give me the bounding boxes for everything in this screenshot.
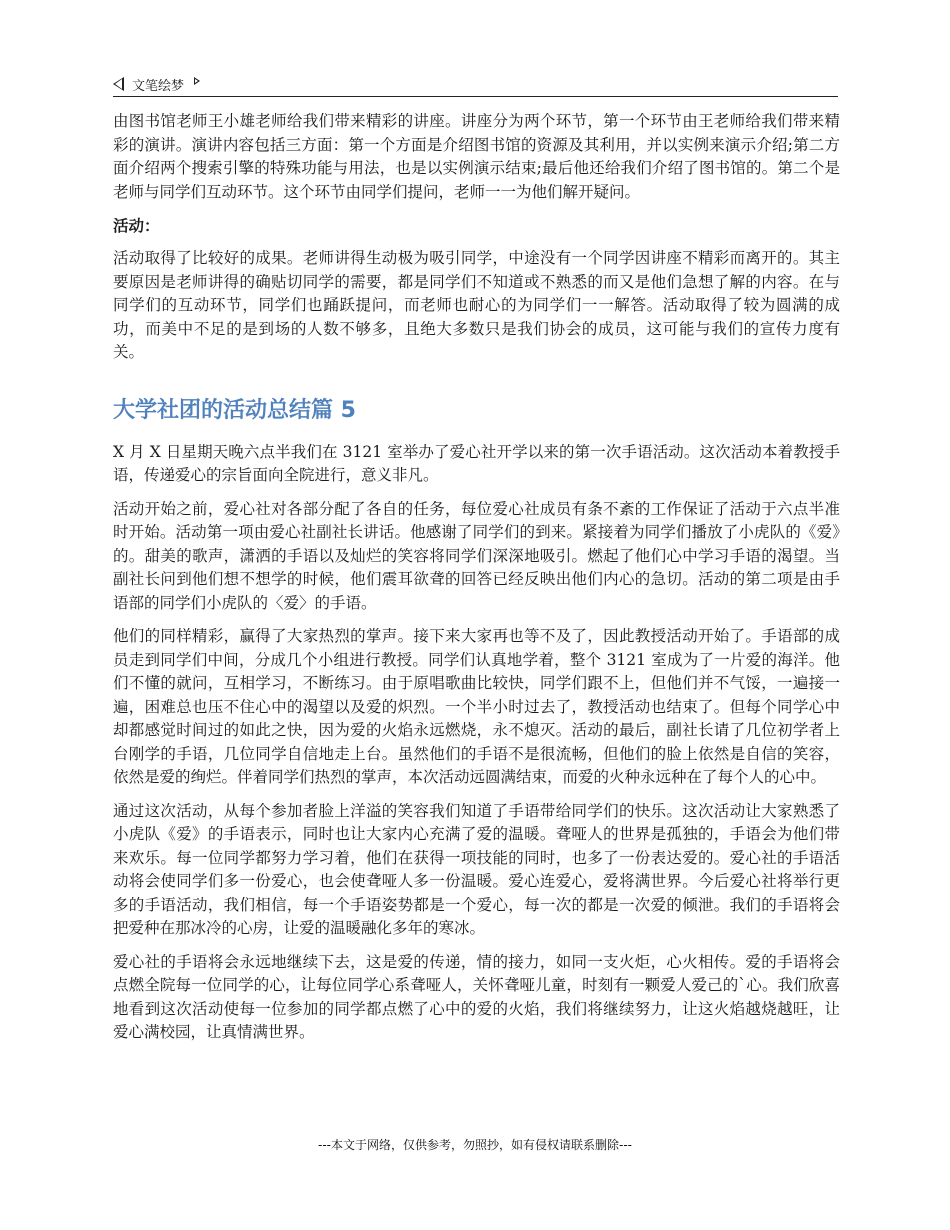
section5-paragraph-3: 他们的同样精彩，赢得了大家热烈的掌声。接下来大家再也等不及了，因此教授活动开始了。手语部的成员走到同学们中间，分成几个小组进行教授。同学们认真地学着，整个 3121 室成为了一片爱的海洋。他们不懂的就问，互相学习，不断练习。由于原唱歌曲比较快，同学们跟不上，但他们并不气馁，一遍接一遍，困难总也压不住心中的渴望以及爱的炽烈。一个半小时过去了，教授活动也结束了。但每个同学心中却都感觉时间过的如此之快，因为爱的火焰永远燃烧，永不熄灭。活动的最后，副社长请了几位初学者上台刚学的手语，几位同学自信地走上台。虽然他们的手语不是很流畅，但他们的脸上依然是自信的笑容，依然是爱的绚烂。伴着同学们热烈的掌声，本次活动远圆满结束，而爱的火种永远种在了每个人的心中。 [113, 627, 840, 786]
section5-title: 大学社团的活动总结篇 5 [113, 397, 356, 423]
page-header [113, 72, 838, 97]
section4-paragraph-1: 由图书馆老师王小雄老师给我们带来精彩的讲座。讲座分为两个环节，第一个环节由王老师给我们带来精彩的演讲。演讲内容包括三方面：第一个方面是介绍图书馆的资源及其利用，并以实例来演示介绍;第二方面介绍两个搜索引擎的特殊功能与用法，也是以实例演示结束;最后他还给我们介绍了图书馆的。第二个是老师与同学们互动环节。这个环节由同学们提问，老师一一为他们解开疑问。 [113, 112, 840, 201]
section4-subheading: 活动： [113, 216, 160, 235]
triangle-right-icon [194, 77, 200, 85]
section5-paragraph-2: 活动开始之前，爱心社对各部分配了各自的任务，每位爱心社成员有条不紊的工作保证了活动于六点半准时开始。活动第一项由爱心社副社长讲话。他感谢了同学们的到来。紧接着为同学们播放了小虎队的《爱》的。甜美的歌声，潇洒的手语以及灿烂的笑容将同学们深深地吸引。燃起了他们心中学习手语的渴望。当副社长问到他们想不想学的时候，他们震耳欲聋的回答已经反映出他们内心的急切。活动的第二项是由手语部的同学们小虎队的〈爱〉的手语。 [113, 499, 840, 612]
section4-paragraph-2: 活动取得了比较好的成果。老师讲得生动极为吸引同学，中途没有一个同学因讲座不精彩而离开的。其主要原因是老师讲得的确贴切同学的需要，都是同学们不知道或不熟悉的而又是他们急想了解的内容。在与同学们的互动环节，同学们也踊跃提问，而老师也耐心的为同学们一一解答。活动取得了较为圆满的成功，而美中不足的是到场的人数不够多，且绝大多数只是我们协会的成员，这可能与我们的宣传力度有关。 [113, 249, 840, 361]
section5-paragraph-4: 通过这次活动，从每个参加者脸上洋溢的笑容我们知道了手语带给同学们的快乐。这次活动让大家熟悉了小虎队《爱》的手语表示，同时也让大家内心充满了爱的温暖。聋哑人的世界是孤独的，手语会为他们带来欢乐。每一位同学都努力学习着，他们在获得一项技能的同时，也多了一份表达爱的。爱心社的手语活动将会使同学们多一份爱心，也会使聋哑人多一份温暖。爱心连爱心，爱将满世界。今后爱心社将举行更多的手语活动，我们相信，每一个手语姿势都是一个爱心，每一次的都是一次爱的倾泄。我们的手语将会把爱种在那冰冷的心房，让爱的温暖融化多年的寒冰。 [113, 801, 840, 937]
header-title: 文笔绘梦 [132, 78, 185, 94]
section5-paragraph-1: X 月 X 日星期天晚六点半我们在 3121 室举办了爱心社开学以来的第一次手语活动。这次活动本着教授手语，传递爱心的宗旨面向全院进行，意义非凡。 [113, 442, 840, 484]
section5-paragraph-5: 爱心社的手语将会永远地继续下去，这是爱的传递，情的接力，如同一支火炬，心火相传。爱的手语将会点燃全院每一位同学的心，让每位同学心系聋哑人，关怀聋哑儿童，时刻有一颗爱人爱己的`心。我们欣喜地看到这次活动使每一位参加的同学都点燃了心中的爱的火焰，我们将继续努力，让这火焰越烧越旺，让爱心满校园，让真情满世界。 [113, 952, 840, 1041]
document-body [113, 110, 840, 1055]
page-footer: ---本文于网络，仅供参考，勿照抄，如有侵权请联系删除--- [318, 1138, 632, 1152]
triangle-left-icon [113, 77, 124, 91]
